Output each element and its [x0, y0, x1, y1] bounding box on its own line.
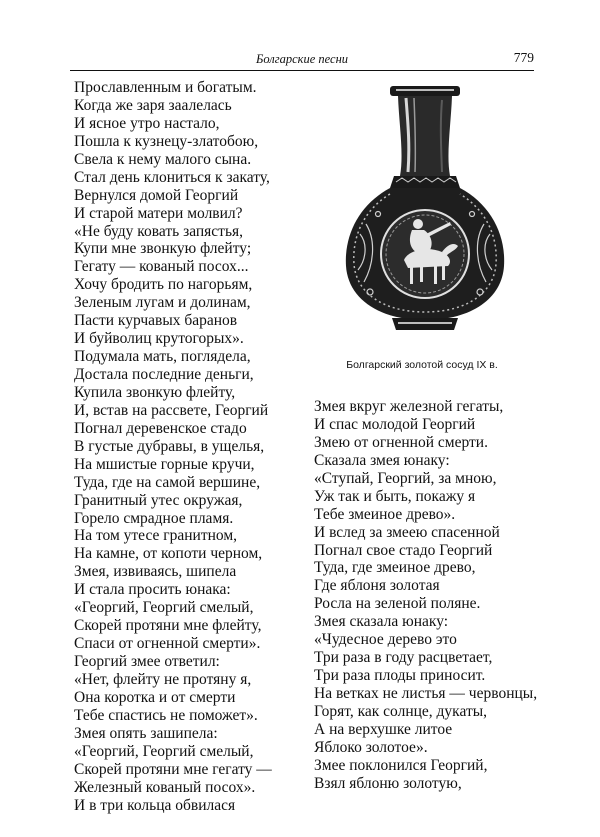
verse-line: Горело смрадное пламя. — [74, 509, 234, 527]
vessel-illustration — [338, 84, 512, 332]
verse-line: Железный кованый посох». — [74, 778, 256, 796]
verse-line: Гегату — кованый посох... — [74, 258, 249, 276]
header-rule — [70, 70, 534, 71]
verse-line: Прославленным и богатым. — [74, 79, 257, 96]
verse-line: Она коротка и от смерти — [74, 688, 236, 706]
verse-line: Купи мне звонкую флейту; — [74, 240, 252, 258]
verse-line: Спаси от огненной смерти». — [74, 635, 261, 653]
verse-line: «Нет, флейту не протяну я, — [74, 670, 252, 688]
verse-line: Взял яблоню золотую, — [314, 774, 462, 792]
verse-line: И ясное утро настало, — [74, 114, 220, 132]
verse-line: На мшистые горные кручи, — [74, 455, 255, 473]
verse-line: И, встав на рассвете, Георгий — [74, 401, 269, 419]
verse-line: Змея, извиваясь, шипела — [74, 563, 237, 581]
verse-line: Скорей протяни мне флейту, — [74, 617, 262, 635]
verse-line: Туда, где змеиное древо, — [314, 559, 476, 577]
verse-line: Туда, где на самой вершине, — [74, 473, 261, 491]
verse-line: Тебе спастись не поможет». — [74, 706, 258, 724]
verse-line: «Георгий, Георгий смелый, — [74, 742, 254, 760]
verse-line: Гранитный утес окружая, — [74, 491, 243, 509]
verse-line: Змею от огненной смерти. — [314, 433, 488, 451]
verse-line: Пошла к кузнецу-златобою, — [74, 132, 259, 150]
verse-line: Вернулся домой Георгий — [74, 186, 239, 204]
page-number: 779 — [513, 50, 534, 65]
verse-line: «Не буду ковать запястья, — [74, 222, 244, 240]
figure-caption: Болгарский золотой сосуд IX в. — [346, 359, 498, 371]
verse-line: Георгий змее ответил: — [74, 653, 220, 670]
verse-line: Погнал свое стадо Георгий — [314, 541, 493, 559]
verse-line: Достала последние деньги, — [74, 366, 254, 383]
verse-line: Яблоко золотое». — [314, 738, 428, 756]
verse-line: «Чудесное дерево это — [314, 631, 457, 649]
verse-line: Змее поклонился Георгий, — [314, 756, 488, 774]
verse-line: Скорей протяни мне гегату — — [74, 760, 272, 778]
verse-line: Три раза в году расцветает, — [314, 649, 493, 667]
verse-line: Уж так и быть, покажу я — [314, 487, 476, 505]
verse-line: На ветках не листья — червонцы, — [314, 685, 538, 702]
verse-line: И старой матери молвил? — [74, 204, 243, 222]
verse-line: Стал день клониться к закату, — [74, 168, 270, 186]
verse-line: Где яблоня золотая — [314, 577, 440, 595]
verse-line: «Ступай, Георгий, за мною, — [314, 469, 497, 487]
verse-line: Змея вкруг железной гегаты, — [314, 398, 504, 415]
verse-line: И спас молодой Георгий — [314, 415, 476, 433]
verse-line: Росла на зеленой поляне. — [314, 595, 481, 613]
verse-line: Хочу бродить по нагорьям, — [74, 276, 253, 294]
verse-line: И в три кольца обвилася — [74, 796, 236, 814]
right-column — [314, 398, 537, 793]
left-column — [74, 79, 272, 814]
verse-line: Когда же заря заалелась — [74, 96, 232, 114]
verse-line: Змея опять зашипела: — [74, 724, 218, 742]
verse-line: Горят, как солнце, дукаты, — [314, 702, 488, 720]
verse-line: «Георгий, Георгий смелый, — [74, 599, 254, 617]
verse-line: А на верхушке литое — [314, 720, 453, 738]
verse-line: И стала просить юнака: — [74, 581, 231, 599]
verse-line: В густые дубравы, в ущелья, — [74, 437, 265, 455]
verse-line: Тебе змеиное древо». — [314, 505, 456, 523]
verse-line: Купила звонкую флейту, — [74, 383, 236, 401]
verse-line: И вслед за змеею спасенной — [314, 523, 500, 541]
verse-line: На том утесе гранитном, — [74, 527, 238, 545]
running-title: Болгарские песни — [255, 52, 349, 66]
verse-line: Три раза плоды приносит. — [314, 667, 486, 685]
verse-line: Погнал деревенское стадо — [74, 419, 247, 437]
verse-line: Пасти курчавых баранов — [74, 312, 238, 330]
verse-line: Зеленым лугам и долинам, — [74, 294, 251, 312]
verse-line: На камне, от копоти черном, — [74, 545, 263, 563]
verse-line: Сказала змея юнаку: — [314, 451, 450, 469]
verse-line: И буйволиц крутогорых». — [74, 330, 244, 348]
verse-line: Подумала мать, поглядела, — [74, 348, 251, 366]
verse-line: Свела к нему малого сына. — [74, 150, 252, 168]
page-header — [70, 52, 534, 70]
verse-line: Змея сказала юнаку: — [314, 613, 449, 631]
